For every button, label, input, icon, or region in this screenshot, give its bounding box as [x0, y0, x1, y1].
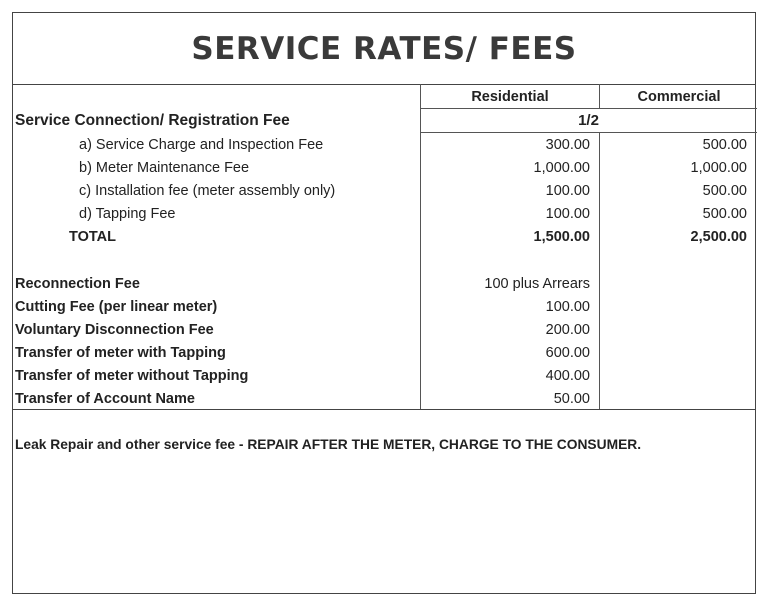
other-fee-label: Transfer of meter without Tapping: [15, 368, 249, 384]
title-divider: [13, 84, 755, 85]
note-divider: [13, 409, 755, 410]
fee-label: d) Tapping Fee: [79, 206, 176, 222]
shared-ratio-value: 1/2: [578, 112, 599, 129]
fees-table-frame: [12, 12, 756, 594]
commercial-column-left-border: [599, 132, 600, 409]
other-fee-label: Cutting Fee (per linear meter): [15, 299, 218, 315]
fee-commercial-value: 500.00: [702, 183, 747, 199]
leak-repair-note: Leak Repair and other service fee - REPAIR AFTER THE METER, CHARGE TO THE CONSUMER.: [15, 437, 642, 452]
other-fee-value: 50.00: [553, 391, 590, 407]
total-label: TOTAL: [69, 229, 116, 245]
column-header-residential: Residential: [471, 89, 549, 105]
fee-label: b) Meter Maintenance Fee: [79, 160, 250, 176]
fee-residential-value: 300.00: [545, 137, 590, 153]
fee-commercial-value: 500.00: [702, 206, 747, 222]
other-fee-value: 400.00: [545, 368, 590, 384]
other-fee-value: 100.00: [545, 299, 590, 315]
other-fee-label: Reconnection Fee: [15, 276, 140, 292]
ratio-underline: [420, 132, 757, 133]
total-commercial-value: 2,500.00: [690, 229, 747, 245]
other-fee-value: 100 plus Arrears: [484, 276, 590, 292]
header-underline: [420, 108, 757, 109]
fee-label: a) Service Charge and Inspection Fee: [79, 137, 324, 153]
fee-commercial-value: 1,000.00: [690, 160, 747, 176]
column-header-commercial: Commercial: [637, 89, 721, 105]
section-heading-connection: Service Connection/ Registration Fee: [15, 112, 290, 129]
other-fee-value: 200.00: [545, 322, 590, 338]
fee-residential-value: 100.00: [545, 183, 590, 199]
total-residential-value: 1,500.00: [533, 229, 590, 245]
fee-commercial-value: 500.00: [702, 137, 747, 153]
fee-label: c) Installation fee (meter assembly only): [79, 183, 336, 199]
other-fee-label: Transfer of meter with Tapping: [15, 345, 226, 361]
other-fee-label: Transfer of Account Name: [15, 391, 195, 407]
other-fee-label: Voluntary Disconnection Fee: [15, 322, 214, 338]
other-fee-value: 600.00: [545, 345, 590, 361]
fee-residential-value: 100.00: [545, 206, 590, 222]
fee-residential-value: 1,000.00: [533, 160, 590, 176]
page-title: SERVICE RATES/ FEES: [191, 31, 577, 67]
